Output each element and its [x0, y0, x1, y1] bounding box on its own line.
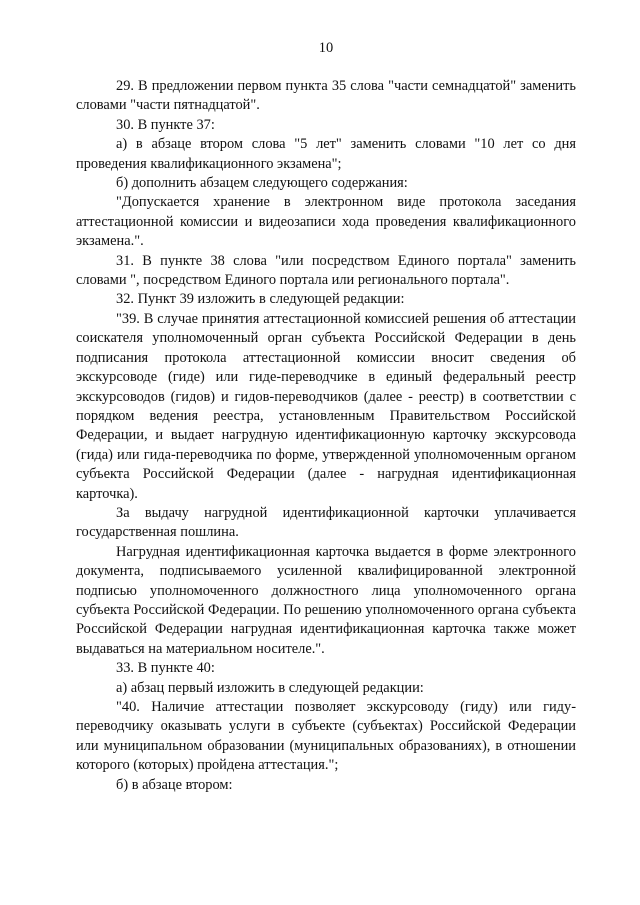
paragraph-state-fee: За выдачу нагрудной идентификационной карточки уплачивается государственная пошлина. [76, 504, 576, 541]
paragraph-item-31: 31. В пункте 38 слова "или посредством Единого портала" заменить словами ", посредством Единого портала или регионального портала". [76, 252, 576, 289]
paragraph-item-32: 32. Пункт 39 изложить в следующей редакции: [116, 291, 405, 308]
paragraph-badge-electronic: Нагрудная идентификационная карточка выдается в форме электронного документа, подписываемого усиленной квалифицированной электронной подписью уполномоченного должностного лица уполномоченного органа субъекта Российской Федерации. По решению уполномоченного органа субъекта Российской Федерации нагрудная идентификационная карточка также может выдаваться на материальном носителе.". [76, 543, 576, 657]
paragraph-quoted-39: "39. В случае принятия аттестационной комиссией решения об аттестации соискателя уполномоченный орган субъекта Российской Федерации в день подписания протокола аттестационной комиссии вносит сведения об экскурсоводе (гиде) или гиде-переводчике в единый федеральный реестр экскурсоводов (гидов) и гидов-переводчиков (далее - реестр) в соответствии с порядком ведения реестра, установленным Правительством Российской Федерации, и выдает нагрудную идентификационную карточку экскурсовода (гида) или гида-переводчика по форме, утвержденной уполномоченным органом субъекта Российской Федерации (далее - нагрудная идентификационная карточка). [76, 310, 576, 502]
paragraph-item-33-a: а) абзац первый изложить в следующей редакции: [116, 679, 424, 696]
paragraph-item-30-a: а) в абзаце втором слова "5 лет" заменить словами "10 лет со дня проведения квалификационного экзамена"; [76, 136, 576, 172]
paragraph-quoted-40: "40. Наличие аттестации позволяет экскурсоводу (гиду) или гиду-переводчику оказывать услуги в субъекте (субъектах) Российской Федерации или муниципальном образовании (муниципальных образованиях), в отношении которого (которых) пройдена аттестация."; [76, 699, 576, 774]
paragraph-item-33: 33. В пункте 40: [116, 660, 215, 677]
paragraph-item-30: 30. В пункте 37: [116, 116, 215, 133]
paragraph-item-33-b: б) в абзаце втором: [116, 776, 233, 793]
paragraph-quoted-storage: "Допускается хранение в электронном виде протокола заседания аттестационной комиссии и видеозаписи хода проведения квалификационного экзамена.". [76, 194, 576, 250]
paragraph-item-30-b: б) дополнить абзацем следующего содержания: [116, 175, 408, 192]
paragraph-item-29: 29. В предложении первом пункта 35 слова "части семнадцатой" заменить словами "части пятнадцатой". [76, 78, 576, 114]
page-number: 10 [318, 40, 334, 56]
